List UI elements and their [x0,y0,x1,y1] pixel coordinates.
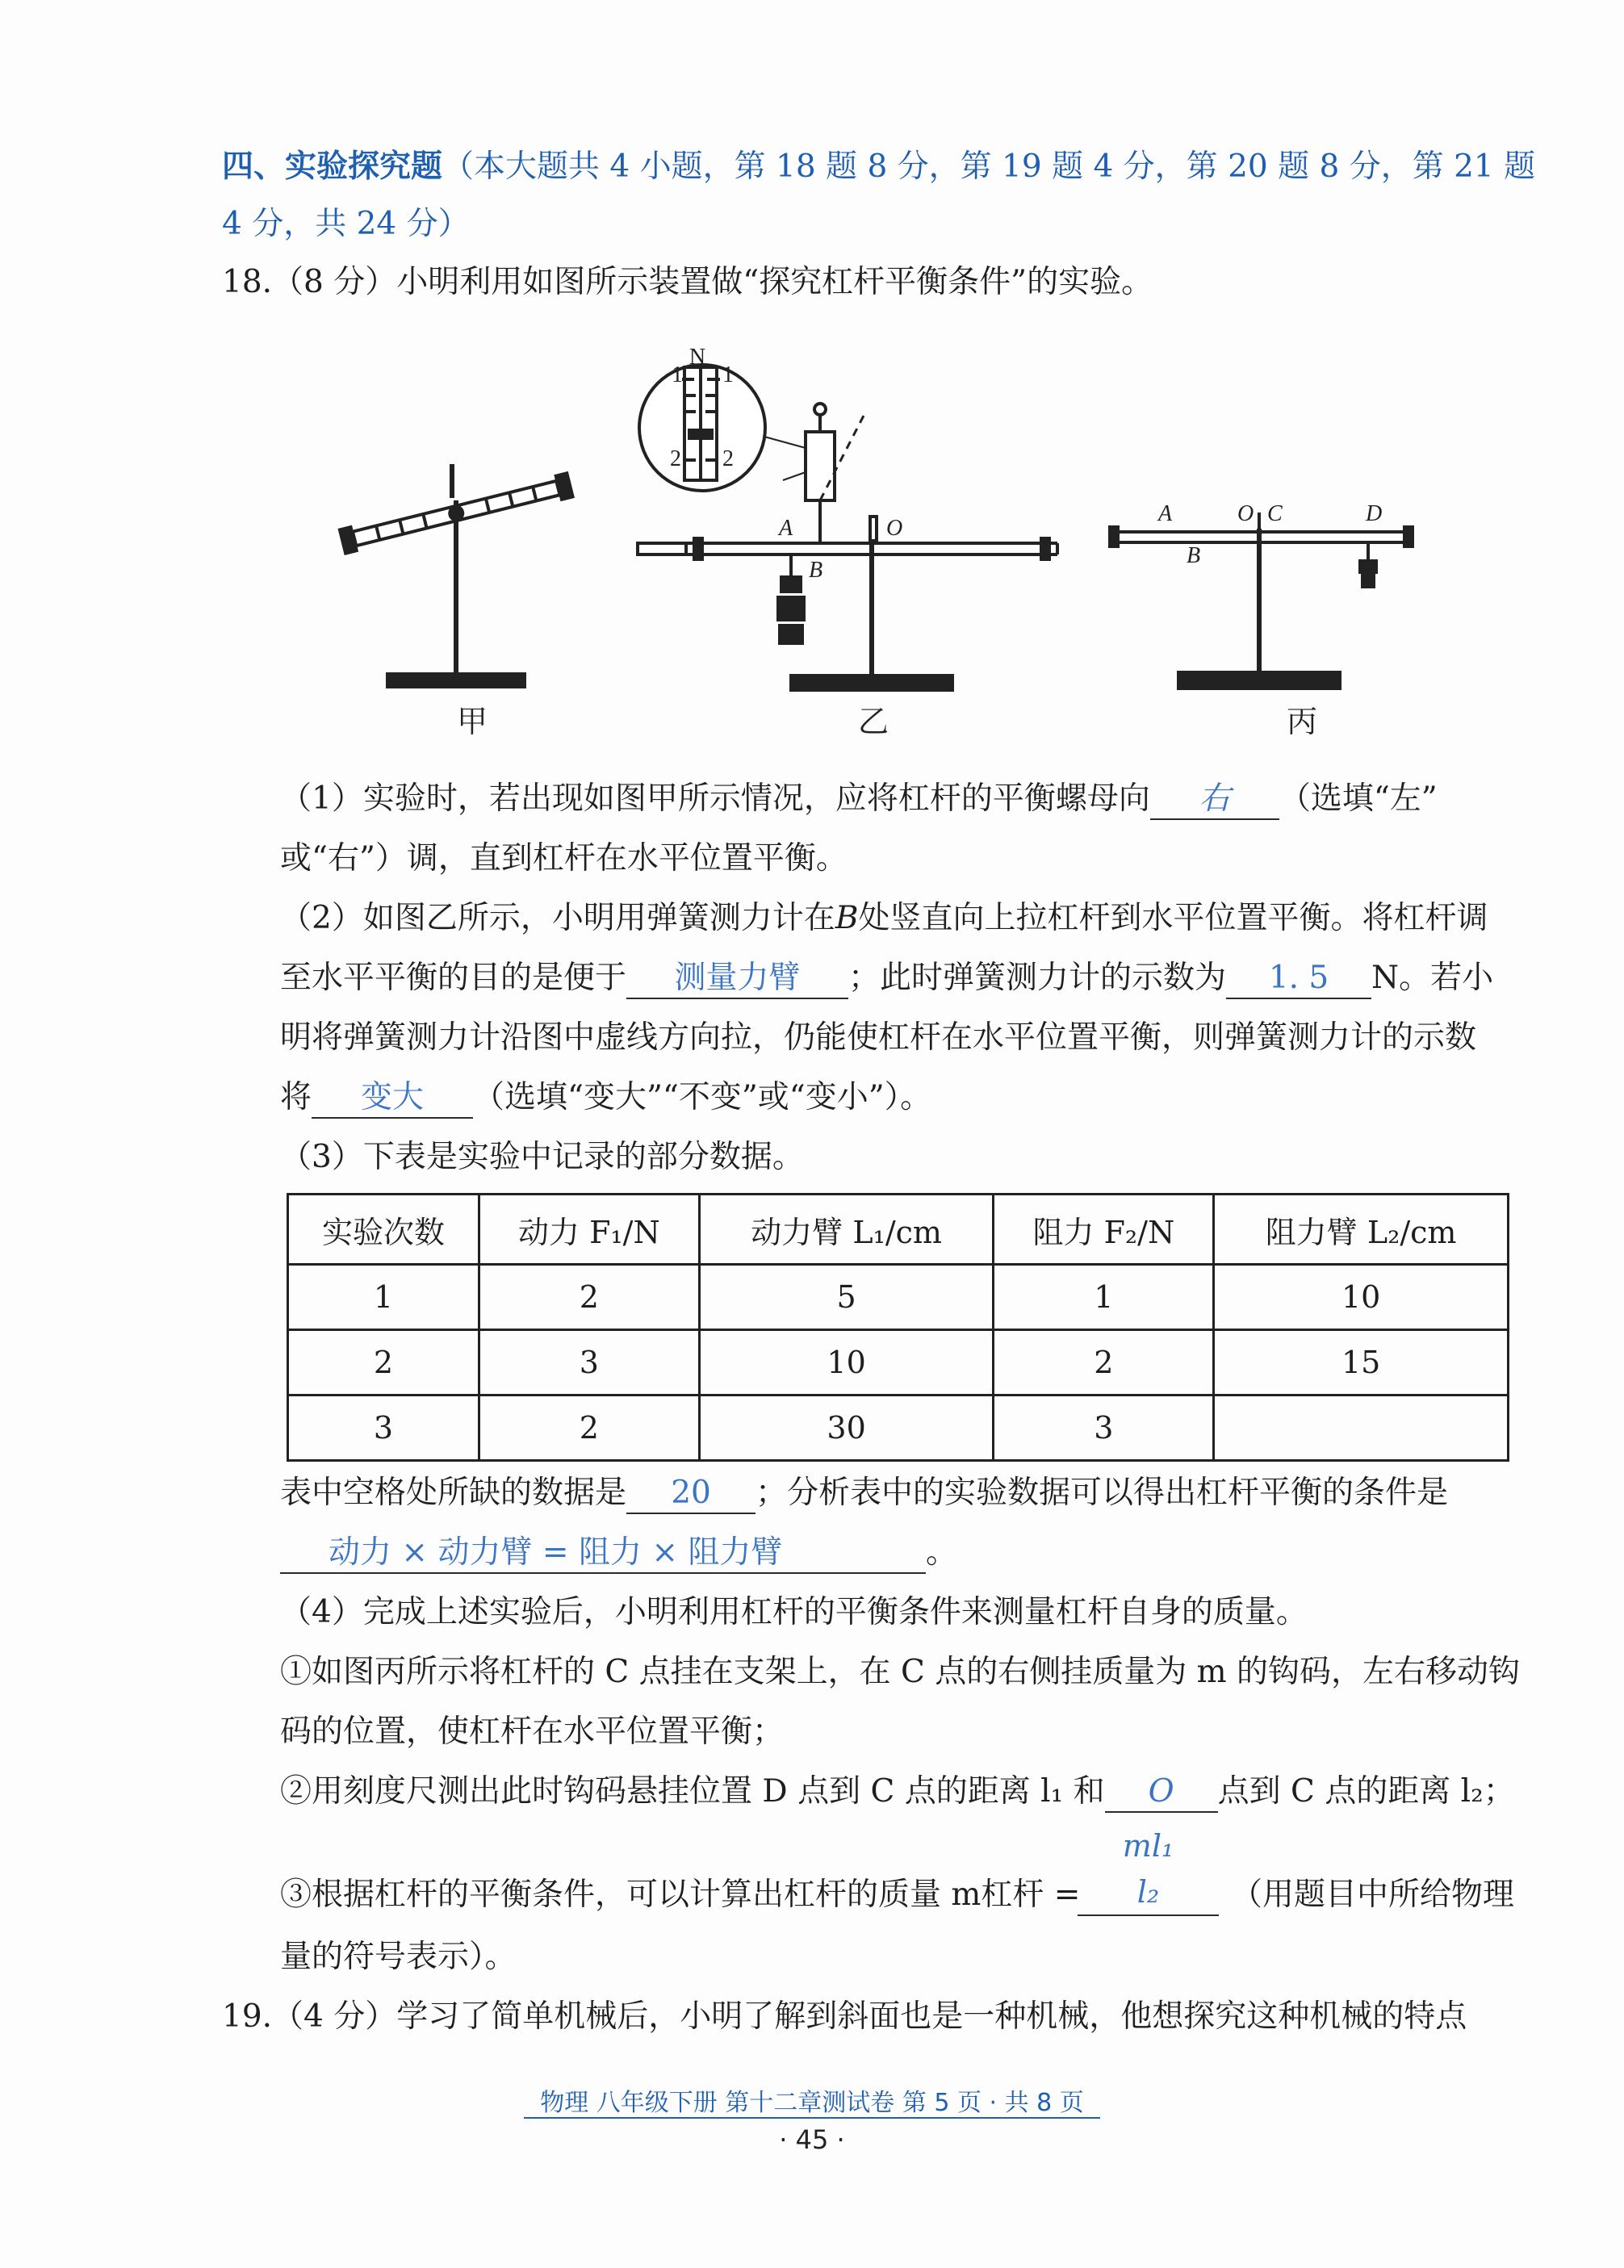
figure-jia [340,464,573,687]
q18-p2-text-a: （2）如图乙所示，小明用弹簧测力计在 [280,900,835,936]
q18-p2-answer3: 变大 [361,1079,425,1115]
lever-figures [307,319,1437,759]
caption-jia: 甲 [456,705,488,739]
section-note-1: （本大题共 4 小题，第 18 题 8 分，第 19 题 4 分，第 20 题 8 分，第 21 题 [442,149,1536,185]
table-cell: 3 [994,1396,1214,1461]
table-cell: 2 [288,1330,479,1396]
fig-label-O: O [886,516,903,541]
q18-p4-intro: （4）完成上述实验后，小明利用杠杆的平衡条件来测量杠杆自身的质量。 [280,1594,1308,1630]
section-heading: 四、实验探究题 [222,148,443,185]
scale-label-2: 2 [670,446,681,471]
scale-label-1: 1 [672,362,683,387]
fig-bing-D: D [1366,501,1383,526]
q18-p3-end: 。 [926,1534,958,1571]
q18-p2-point-b: B [835,900,859,936]
fig-label-A: A [779,516,793,541]
q18-step3-denominator: l₂ [1136,1874,1160,1910]
q18-step2-blank [1105,1772,1218,1813]
table-header: 实验次数 [288,1195,479,1265]
q18-p2-text-b: 处竖直向上拉杠杆到水平位置平衡。将杠杆调 [858,900,1488,936]
q18-step3-text-b: （用题目中所给物理 [1231,1877,1515,1913]
q18-p1-text-b: （选填“左” [1279,780,1438,817]
table-row [288,1265,1509,1330]
table-cell: 30 [699,1396,994,1461]
caption-bing: 丙 [1286,705,1318,739]
table-cell: 15 [1214,1330,1509,1396]
section-note-2: 4 分，共 24 分） [222,206,470,242]
q18-p2-answer2: 1. 5 [1268,960,1329,996]
q18-p2-line1 [280,896,1488,941]
q18-p3-intro: （3）下表是实验中记录的部分数据。 [280,1139,804,1175]
q18-p1-answer: 右 [1199,780,1231,817]
section-heading-line [222,144,1535,190]
table-cell: 2 [994,1330,1214,1396]
q18-step3-line2: 量的符号表示）。 [280,1939,517,1975]
q18-step2 [280,1769,1515,1814]
table-header: 动力臂 L₁/cm [699,1195,994,1265]
q19-intro: 19.（4 分）学习了简单机械后，小明了解到斜面也是一种机械，他想探究这种机械的特点 [222,1998,1467,2035]
q18-p2-answer1: 测量力臂 [674,960,801,996]
q18-p1-blank [1150,780,1279,820]
fig-bing-C: C [1267,501,1283,526]
caption-yi: 乙 [857,705,889,739]
q18-p2-line3: 明将弹簧测力计沿图中虚线方向拉，仍能使杠杆在水平位置平衡，则弹簧测力计的示数 [280,1019,1477,1056]
running-footer-text: 物理 八年级下册 第十二章测试卷 第 5 页 · 共 8 页 [524,2089,1100,2119]
table-header-row [288,1195,1509,1265]
table-header: 阻力 F₂/N [994,1195,1214,1265]
scale-label-n: N [689,345,706,370]
q18-step1-line2: 码的位置，使杠杆在水平位置平衡； [280,1714,785,1750]
q18-p2-blank3 [312,1078,473,1119]
q18-step2-text-b: 点到 C 点的距离 l₂； [1217,1773,1515,1810]
q18-p1-line1 [280,776,1438,822]
data-table [287,1193,1509,1462]
q18-p3-text-b: ；分析表中的实验数据可以得出杠杆平衡的条件是 [755,1475,1449,1511]
scale-label-2b: 2 [722,446,734,471]
table-row [288,1396,1509,1461]
q18-p2-text-g: 将 [280,1079,312,1115]
q18-step1-line1: ①如图丙所示将杠杆的 C 点挂在支架上，在 C 点的右侧挂质量为 m 的钩码，左右移动钩 [280,1654,1521,1690]
table-cell: 1 [288,1265,479,1330]
q18-p2-blank2 [1226,959,1371,999]
table-cell: 5 [699,1265,994,1330]
table-header: 阻力臂 L₂/cm [1214,1195,1509,1265]
q18-p2-text-d: ；此时弹簧测力计的示数为 [848,960,1227,996]
table-cell-empty [1214,1396,1509,1461]
table-cell: 3 [479,1330,699,1396]
q18-p2-line2 [280,956,1493,1001]
q18-p3-line2 [280,1530,957,1575]
q18-p3-blank1 [626,1474,755,1514]
fig-bing-O: O [1237,501,1254,526]
q18-p2-text-e: N。若小 [1371,960,1494,996]
figure-yi [638,365,1057,690]
fig-bing-B: B [1187,543,1201,568]
table-cell: 1 [994,1265,1214,1330]
fig-bing-A: A [1158,501,1173,526]
fig-label-B: B [809,558,823,583]
q18-step2-text-a: ②用刻度尺测出此时钩码悬挂位置 D 点到 C 点的距离 l₁ 和 [280,1773,1105,1810]
running-footer [0,2082,1624,2118]
table-cell: 2 [479,1396,699,1461]
q18-step3-line1: ③根据杠杆的平衡条件，可以计算出杠杆的质量 m杠杆 = [280,1877,1081,1913]
figure-bing [1110,513,1413,688]
page-number: · 45 · [779,2124,845,2155]
q18-p1-line2: 或“右”）调，直到杠杆在水平位置平衡。 [280,840,848,877]
q18-p3-answer2: 动力 × 动力臂 = 阻力 × 阻力臂 [329,1534,783,1571]
q18-p3-blank2 [280,1534,926,1574]
table-cell: 10 [1214,1265,1509,1330]
table-header: 动力 F₁/N [479,1195,699,1265]
q18-p3-text-a: 表中空格处所缺的数据是 [280,1475,627,1511]
q18-p3-line1 [280,1471,1448,1516]
table-row [288,1330,1509,1396]
q18-step2-answer: O [1148,1773,1174,1810]
q18-intro: 18.（8 分）小明利用如图所示装置做“探究杠杆平衡条件”的实验。 [222,264,1153,300]
q18-p2-text-c: 至水平平衡的目的是便于 [280,960,627,996]
q18-p2-text-h: （选填“变大”“不变”或“变小”）。 [473,1079,932,1115]
scale-label-1b: 1 [722,362,734,387]
q18-step3-numerator: ml₁ [1122,1828,1174,1864]
table-cell: 2 [479,1265,699,1330]
q18-p2-line4 [280,1075,931,1120]
table-cell: 3 [288,1396,479,1461]
q18-p3-answer1: 20 [671,1475,711,1511]
q18-p1-text: （1）实验时，若出现如图甲所示情况，应将杠杆的平衡螺母向 [280,780,1150,817]
table-cell: 10 [699,1330,994,1396]
q18-p2-blank1 [626,959,848,999]
